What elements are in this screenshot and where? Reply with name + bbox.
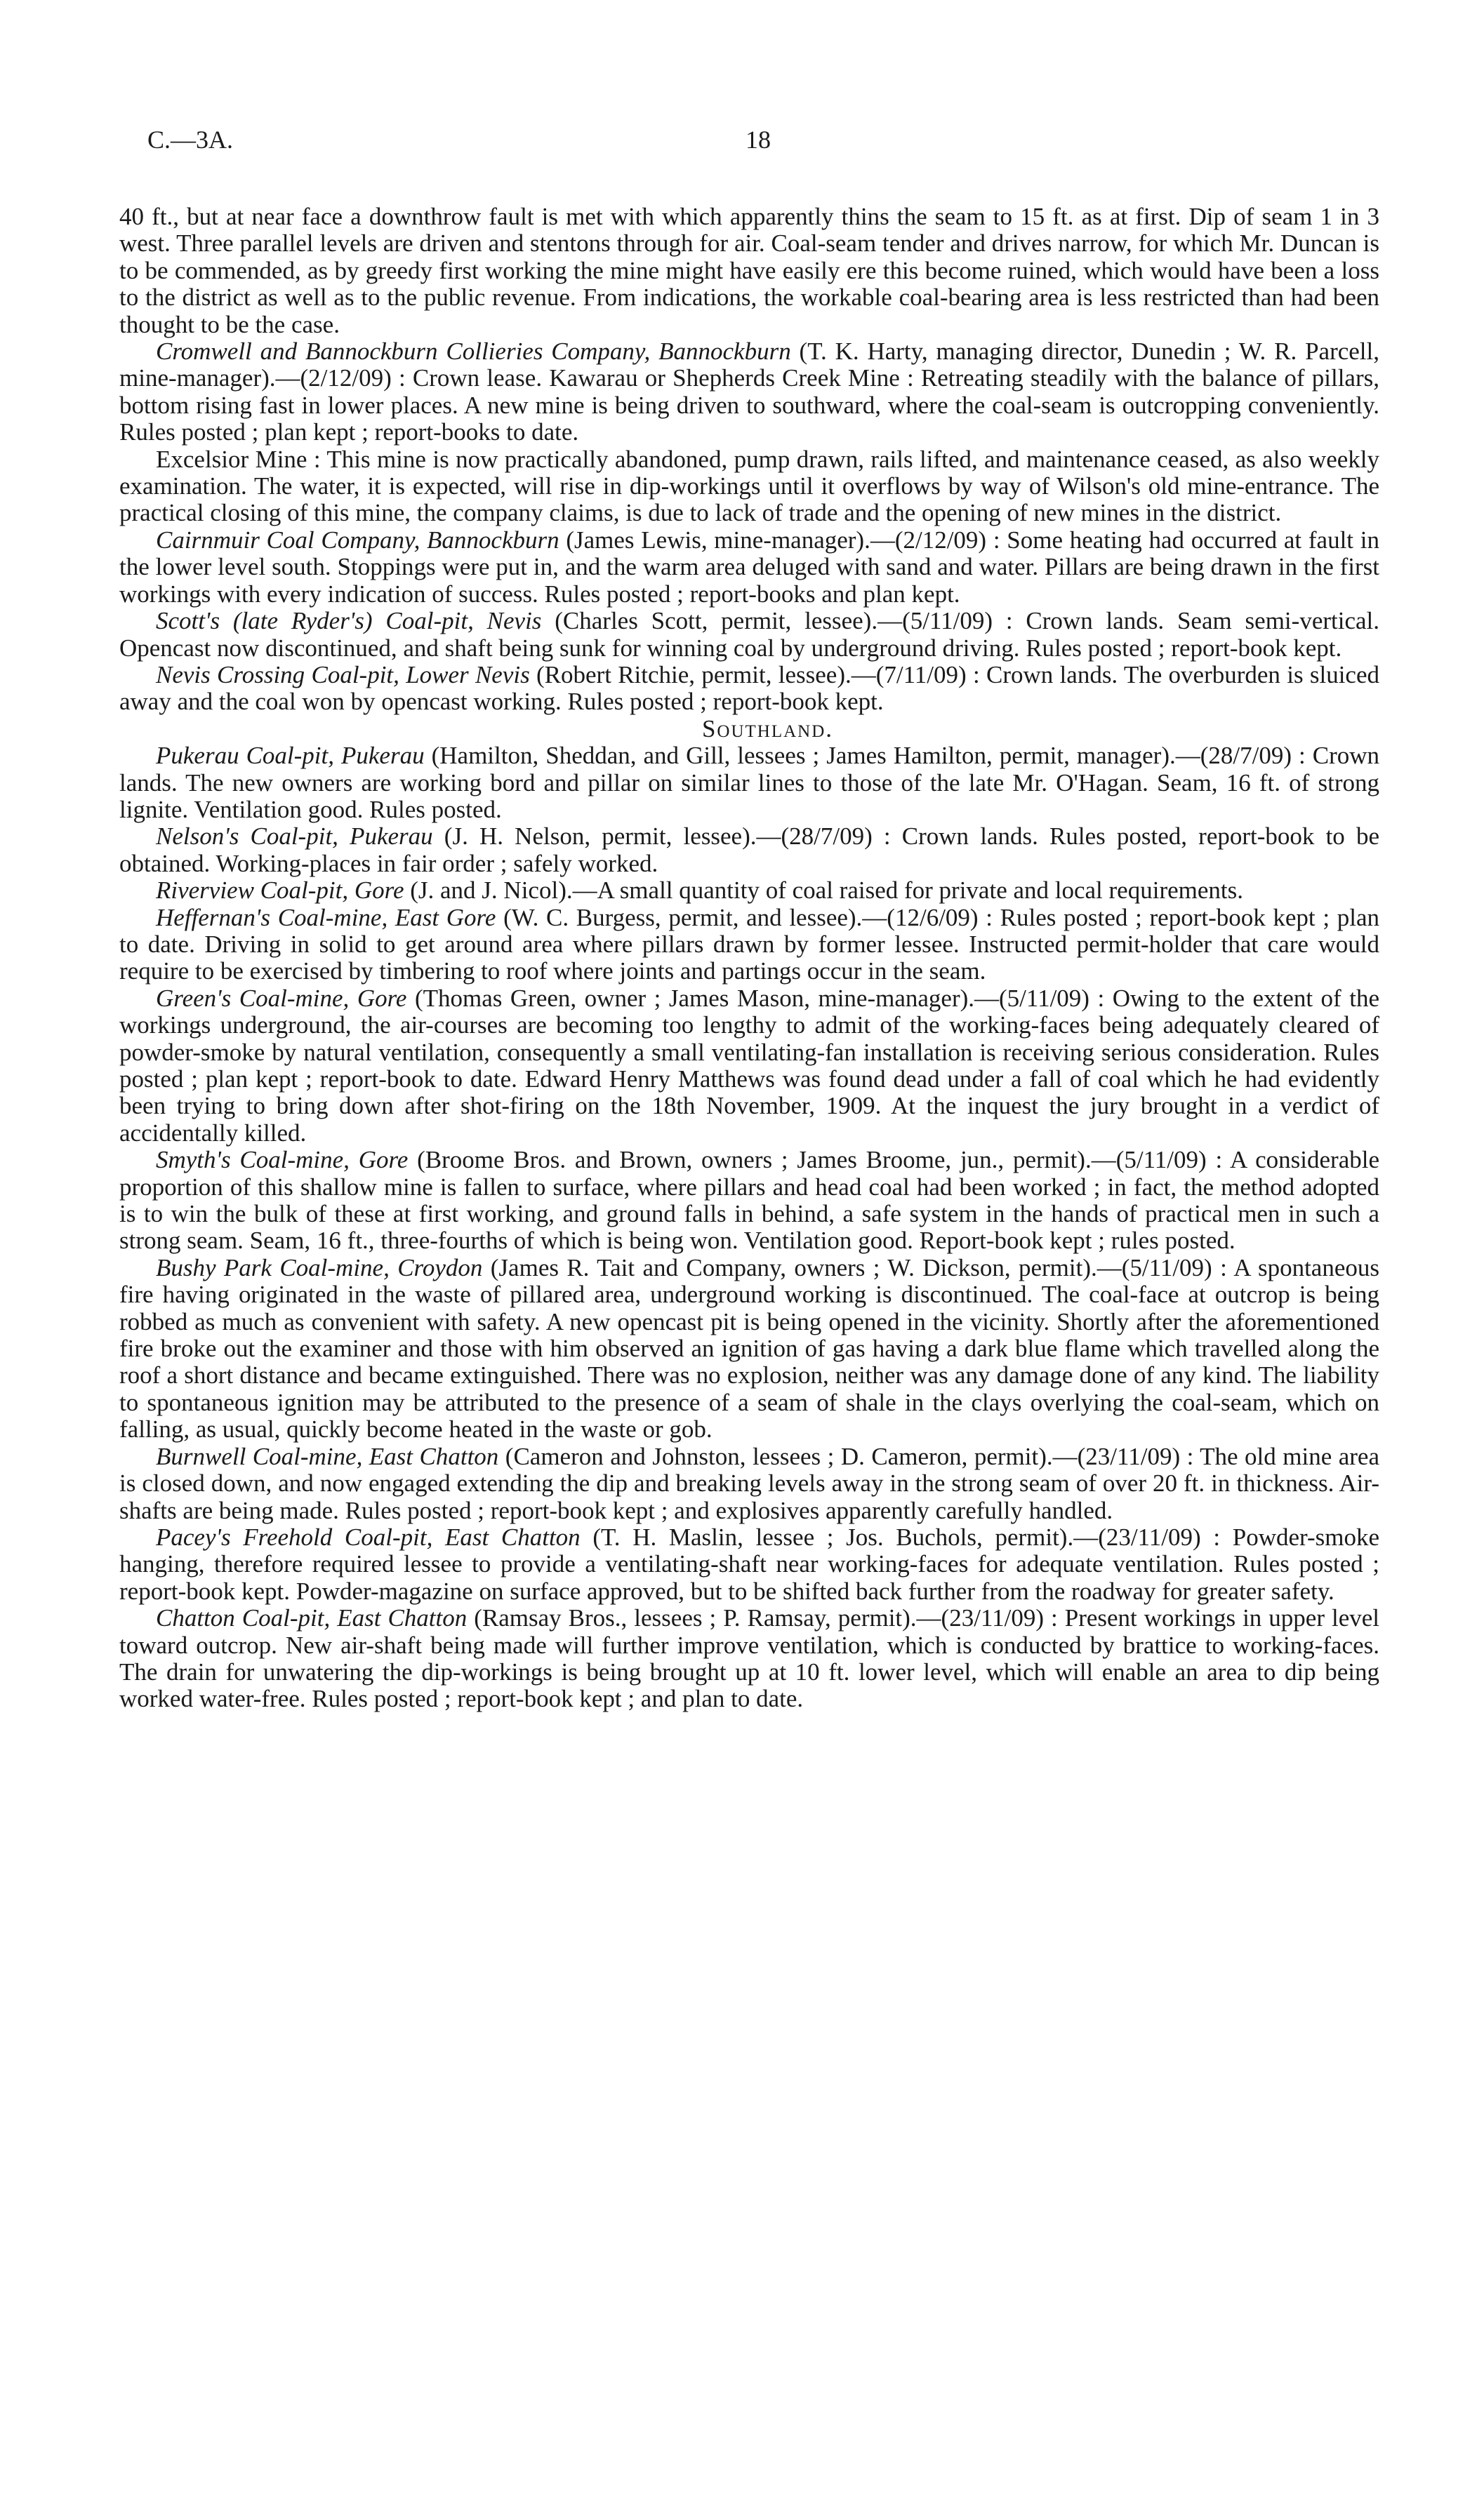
- paragraph-excelsior: [119, 446, 1379, 527]
- paragraph-title: Cromwell and Bannockburn Collieries Company, Bannockburn: [156, 338, 791, 366]
- page-number: 18: [746, 126, 771, 154]
- paragraph-text: (James R. Tait and Company, owners ; W. Dickson, permit).—(5/11/09) : A spontaneous fire having originated in the waste of pillared area, underground working is discontinued. The coal-face at outcrop is being robbed as much as convenient with safety. A new opencast pit is being opened in the vicinity. Shortly after the aforementioned fire broke out the examiner and those with him observed an ignition of gas having a dark blue flame which travelled along the roof a short distance and became extinguished. There was no explosion, neither was any damage done of any kind. The liability to spontaneous ignition may be attributed to the presence of a seam of shale in the clays overlying the coal-seam, which on falling, as usual, quickly become heated in the waste or gob.: [119, 1253, 1379, 1444]
- paragraph-title: Nevis Crossing Coal-pit, Lower Nevis: [156, 660, 530, 688]
- document-reference: C.—3A.: [147, 126, 234, 154]
- paragraph-text: (W. C. Burgess, permit, and lessee).—(12/6/09) : Rules posted ; report-book kept ; plan to date. Driving in solid to get around area where pillars drawn by former lessee. Instructed permit-holder that care would require to be exercised by timbering to roof where joints and partings occur in the seam.: [119, 903, 1379, 985]
- paragraph-cairnmuir: [119, 527, 1379, 608]
- paragraph-text: (Robert Ritchie, permit, lessee).—(7/11/09) : Crown lands. The overburden is sluiced away and the coal won by opencast working. Rules posted ; report-book kept.: [119, 660, 1379, 716]
- paragraph-title: Pukerau Coal-pit, Pukerau: [156, 742, 425, 770]
- paragraph-bushy-park: [119, 1255, 1379, 1444]
- paragraph-cont: [119, 204, 1379, 338]
- body-text: [119, 204, 1379, 1713]
- paragraph-nelsons: [119, 823, 1379, 877]
- paragraph-title: Pacey's Freehold Coal-pit, East Chatton: [156, 1523, 581, 1551]
- paragraph-title: Bushy Park Coal-mine, Croydon: [156, 1253, 483, 1281]
- paragraph-text: (J. and J. Nicol).—A small quantity of coal raised for private and local requirements.: [404, 876, 1243, 905]
- paragraph-title: Green's Coal-mine, Gore: [156, 984, 407, 1012]
- paragraph-title: Nelson's Coal-pit, Pukerau: [156, 822, 433, 851]
- paragraph-cromwell: [119, 338, 1379, 446]
- section-southland-heading: Southland.: [701, 714, 834, 742]
- paragraph-title: Cairnmuir Coal Company, Bannockburn: [156, 526, 559, 554]
- paragraph-paceys: [119, 1524, 1379, 1605]
- paragraph-title: Riverview Coal-pit, Gore: [156, 876, 404, 905]
- paragraph-title: Scott's (late Ryder's) Coal-pit, Nevis: [156, 607, 542, 635]
- paragraph-pukerau: [119, 742, 1379, 823]
- paragraph-text: (Thomas Green, owner ; James Mason, mine-manager).—(5/11/09) : Owing to the extent of the workings underground, the air-courses are becoming too lengthy to admit of the working-faces being adequately cleared of powder-smoke by natural ventilation, consequently a small ventilating-fan installation is receiving serious consideration. Rules posted ; plan kept ; report-book to date. Edward Henry Matthews was found dead under a fall of coal which he had evidently been trying to bring down after shot-firing on the 18th November, 1909. At the inquest the jury brought in a verdict of accidentally killed.: [119, 984, 1379, 1147]
- paragraph-text: 40 ft., but at near face a downthrow fault is met with which apparently thins the seam to 15 ft. as at first. Dip of seam 1 in 3 west. Three parallel levels are driven and stentons through for air. Coal-seam tender and drives narrow, for which Mr. Duncan is to be commended, as by greedy first working the mine might have easily ere this become ruined, which would have been a loss to the district as well as to the public revenue. From indications, the workable coal-bearing area is less restricted than had been thought to be the case.: [119, 203, 1379, 338]
- paragraph-heffernans: [119, 905, 1379, 985]
- paragraph-text: (Ramsay Bros., lessees ; P. Ramsay, permit).—(23/11/09) : Present workings in upper level toward outcrop. New air-shaft being made will further improve ventilation, which is conducted by brattice to working-faces. The drain for unwatering the dip-workings is being brought up at 10 ft. lower level, which will enable an area to dip being worked water-free. Rules posted ; report-book kept ; and plan to date.: [119, 1604, 1380, 1713]
- paragraph-smyths: [119, 1147, 1379, 1255]
- paragraph-title: Burnwell Coal-mine, East Chatton: [156, 1442, 499, 1470]
- paragraph-text: (Hamilton, Sheddan, and Gill, lessees ; James Hamilton, permit, manager).—(28/7/09) : Crown lands. The new owners are working bord and pillar on similar lines to those of the late Mr. O'Hagan. Seam, 16 ft. of strong lignite. Ventilation good. Rules posted.: [119, 742, 1380, 823]
- paragraph-text: (James Lewis, mine-manager).—(2/12/09) : Some heating had occurred at fault in the lower level south. Stoppings were put in, and the warm area deluged with sand and water. Pillars are being drawn in the first workings with every indication of success. Rules posted ; report-books and plan kept.: [119, 526, 1379, 608]
- paragraph-text: (Cameron and Johnston, lessees ; D. Cameron, permit).—(23/11/09) : The old mine area is closed down, and now engaged extending the dip and breaking levels away in the strong seam of over 20 ft. in thickness. Air-shafts are being made. Rules posted ; report-book kept ; and explosives apparently carefully handled.: [119, 1442, 1379, 1524]
- paragraph-riverview: [119, 877, 1379, 904]
- paragraph-scotts: [119, 608, 1379, 662]
- paragraph-text: (T. H. Maslin, lessee ; Jos. Buchols, permit).—(23/11/09) : Powder-smoke hanging, therefore required lessee to provide a ventilating-shaft near working-faces for adequate ventilation. Rules posted ; report-book kept. Powder-magazine on surface approved, but to be shifted back further from the roadway for greater safety.: [119, 1523, 1379, 1605]
- paragraph-text: (J. H. Nelson, permit, lessee).—(28/7/09) : Crown lands. Rules posted, report-book to be obtained. Working-places in fair order ; safely worked.: [119, 822, 1379, 877]
- paragraph-chatton: [119, 1605, 1379, 1713]
- paragraph-text: (Broome Bros. and Brown, owners ; James Broome, jun., permit).—(5/11/09) : A considerable proportion of this shallow mine is fallen to surface, where pillars and head coal had been worked ; in fact, the method adopted is to win the bulk of these at first working, and ground falls in behind, a safe system in the hands of practical men in such a strong seam. Seam, 16 ft., three-fourths of which is being won. Ventilation good. Report-book kept ; rules posted.: [119, 1146, 1379, 1255]
- paragraph-title: Smyth's Coal-mine, Gore: [156, 1146, 409, 1174]
- paragraph-title: Heffernan's Coal-mine, East Gore: [156, 903, 496, 931]
- paragraph-text: Excelsior Mine : This mine is now practically abandoned, pump drawn, rails lifted, and maintenance ceased, as also weekly examination. The water, it is expected, will rise in dip-workings until it overflows by way of Wilson's old mine-entrance. The practical closing of this mine, the company claims, is due to lack of trade and the opening of new mines in the district.: [119, 445, 1379, 527]
- paragraph-greens: [119, 985, 1379, 1147]
- paragraph-text: (T. K. Harty, managing director, Dunedin ; W. R. Parcell, mine-manager).—(2/12/09) : Crown lease. Kawarau or Shepherds Creek Mine : Retreating steadily with the balance of pillars, bottom rising fast in lower places. A new mine is being driven to southward, where the coal-seam is outcropping conveniently. Rules posted ; plan kept ; report-books to date.: [119, 338, 1380, 446]
- paragraph-title: Chatton Coal-pit, East Chatton: [156, 1604, 468, 1632]
- paragraph-burnwell: [119, 1444, 1379, 1524]
- paragraph-text: (Charles Scott, permit, lessee).—(5/11/09) : Crown lands. Seam semi-vertical. Opencast now discontinued, and shaft being sunk for winning coal by underground driving. Rules posted ; report-book kept.: [119, 607, 1379, 662]
- paragraph-nevis-crossing: [119, 662, 1379, 716]
- running-head: [147, 125, 1369, 167]
